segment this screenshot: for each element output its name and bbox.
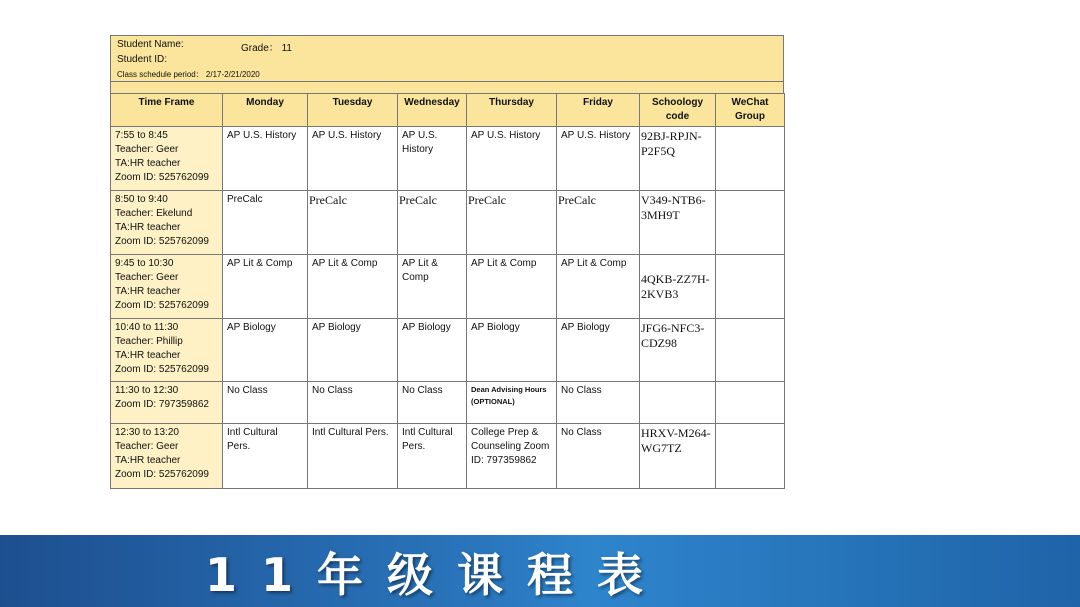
tuesday-cell: Intl Cultural Pers. (308, 424, 398, 489)
wechat-group-cell (716, 255, 785, 319)
monday-cell: PreCalc (223, 191, 308, 255)
schedule-table (110, 93, 785, 489)
col-header-friday: Friday (557, 94, 640, 127)
student-name-label: Student Name: (117, 39, 184, 50)
ta-name: TA:HR teacher (115, 350, 181, 361)
teacher-name: Teacher: Geer (115, 144, 179, 155)
thursday-cell: AP Biology (467, 319, 557, 382)
time-range: 11:30 to 12:30 (115, 385, 179, 396)
ta-name: TA:HR teacher (115, 286, 181, 297)
schedule-header (110, 35, 784, 93)
header-divider (111, 81, 783, 82)
time-range: 7:55 to 8:45 (115, 130, 168, 141)
schoology-code-cell: HRXV-M264-WG7TZ (640, 424, 716, 489)
friday-cell: No Class (557, 382, 640, 424)
tuesday-cell: No Class (308, 382, 398, 424)
schedule-sheet (110, 35, 784, 489)
student-id-label: Student ID: (117, 54, 168, 65)
teacher-name: Teacher: Ekelund (115, 208, 193, 219)
thursday-cell: PreCalc (467, 191, 557, 255)
wechat-group-cell (716, 319, 785, 382)
zoom-id: Zoom ID: 525762099 (115, 300, 209, 311)
teacher-name: Teacher: Geer (115, 272, 179, 283)
table-row (111, 255, 785, 319)
wechat-group-cell (716, 382, 785, 424)
time-range: 9:45 to 10:30 (115, 258, 174, 269)
time-range: 10:40 to 11:30 (115, 322, 179, 333)
wednesday-cell: PreCalc (398, 191, 467, 255)
friday-cell: PreCalc (557, 191, 640, 255)
zoom-id: Zoom ID: 525762099 (115, 236, 209, 247)
zoom-id: Zoom ID: 525762099 (115, 172, 209, 183)
col-header-time-frame: Time Frame (111, 94, 223, 127)
table-header-row (111, 94, 785, 127)
col-header-tuesday: Tuesday (308, 94, 398, 127)
tuesday-cell: AP U.S. History (308, 127, 398, 191)
wechat-group-cell (716, 127, 785, 191)
monday-cell: AP Biology (223, 319, 308, 382)
monday-cell: No Class (223, 382, 308, 424)
time-frame-cell (111, 319, 223, 382)
time-frame-cell (111, 127, 223, 191)
zoom-id: Zoom ID: 525762099 (115, 469, 209, 480)
time-range: 8:50 to 9:40 (115, 194, 168, 205)
monday-cell: AP U.S. History (223, 127, 308, 191)
col-header-schoology-code: Schoology code (640, 94, 716, 127)
wednesday-cell: AP U.S. History (398, 127, 467, 191)
tuesday-cell: AP Lit & Comp (308, 255, 398, 319)
col-header-wechat-group: WeChat Group (716, 94, 785, 127)
ta-name: TA:HR teacher (115, 455, 181, 466)
col-header-thursday: Thursday (467, 94, 557, 127)
wednesday-cell: Intl Cultural Pers. (398, 424, 467, 489)
zoom-id: Zoom ID: 525762099 (115, 364, 209, 375)
friday-cell: AP Lit & Comp (557, 255, 640, 319)
thursday-cell: AP U.S. History (467, 127, 557, 191)
table-row (111, 191, 785, 255)
time-frame-cell (111, 191, 223, 255)
schedule-period: Class schedule period： 2/17-2/21/2020 (117, 70, 260, 79)
friday-cell: AP U.S. History (557, 127, 640, 191)
schoology-code-cell: 92BJ-RPJN-P2F5Q (640, 127, 716, 191)
thursday-cell: College Prep & Counseling Zoom ID: 797359862 (467, 424, 557, 489)
wednesday-cell: No Class (398, 382, 467, 424)
col-header-wednesday: Wednesday (398, 94, 467, 127)
ta-name: TA:HR teacher (115, 222, 181, 233)
table-row (111, 382, 785, 424)
schoology-code-cell: JFG6-NFC3-CDZ98 (640, 319, 716, 382)
wechat-group-cell (716, 191, 785, 255)
teacher-name: Teacher: Geer (115, 441, 179, 452)
monday-cell: Intl Cultural Pers. (223, 424, 308, 489)
table-row (111, 319, 785, 382)
wednesday-cell: AP Lit & Comp (398, 255, 467, 319)
thursday-cell: AP Lit & Comp (467, 255, 557, 319)
friday-cell: No Class (557, 424, 640, 489)
schoology-code-cell (640, 255, 716, 319)
tuesday-cell: AP Biology (308, 319, 398, 382)
friday-cell: AP Biology (557, 319, 640, 382)
time-frame-cell (111, 424, 223, 489)
monday-cell: AP Lit & Comp (223, 255, 308, 319)
tuesday-cell: PreCalc (308, 191, 398, 255)
wechat-group-cell (716, 424, 785, 489)
schoology-code-text: 4QKB-ZZ7H-2KVB3 (641, 271, 710, 301)
time-frame-cell (111, 255, 223, 319)
ta-name: TA:HR teacher (115, 158, 181, 169)
banner-title: 11年级课程表 (205, 548, 668, 602)
teacher-name: Teacher: Phillip (115, 336, 183, 347)
time-frame-cell (111, 382, 223, 424)
thursday-cell: Dean Advising Hours (OPTIONAL) (467, 382, 557, 424)
grade-label: Grade： 11 (241, 43, 292, 54)
schoology-code-cell (640, 382, 716, 424)
schoology-code-cell: V349-NTB6-3MH9T (640, 191, 716, 255)
wednesday-cell: AP Biology (398, 319, 467, 382)
col-header-monday: Monday (223, 94, 308, 127)
table-row (111, 127, 785, 191)
title-banner (0, 535, 1080, 607)
table-row (111, 424, 785, 489)
time-range: 12:30 to 13:20 (115, 427, 179, 438)
zoom-id: Zoom ID: 797359862 (115, 399, 209, 410)
